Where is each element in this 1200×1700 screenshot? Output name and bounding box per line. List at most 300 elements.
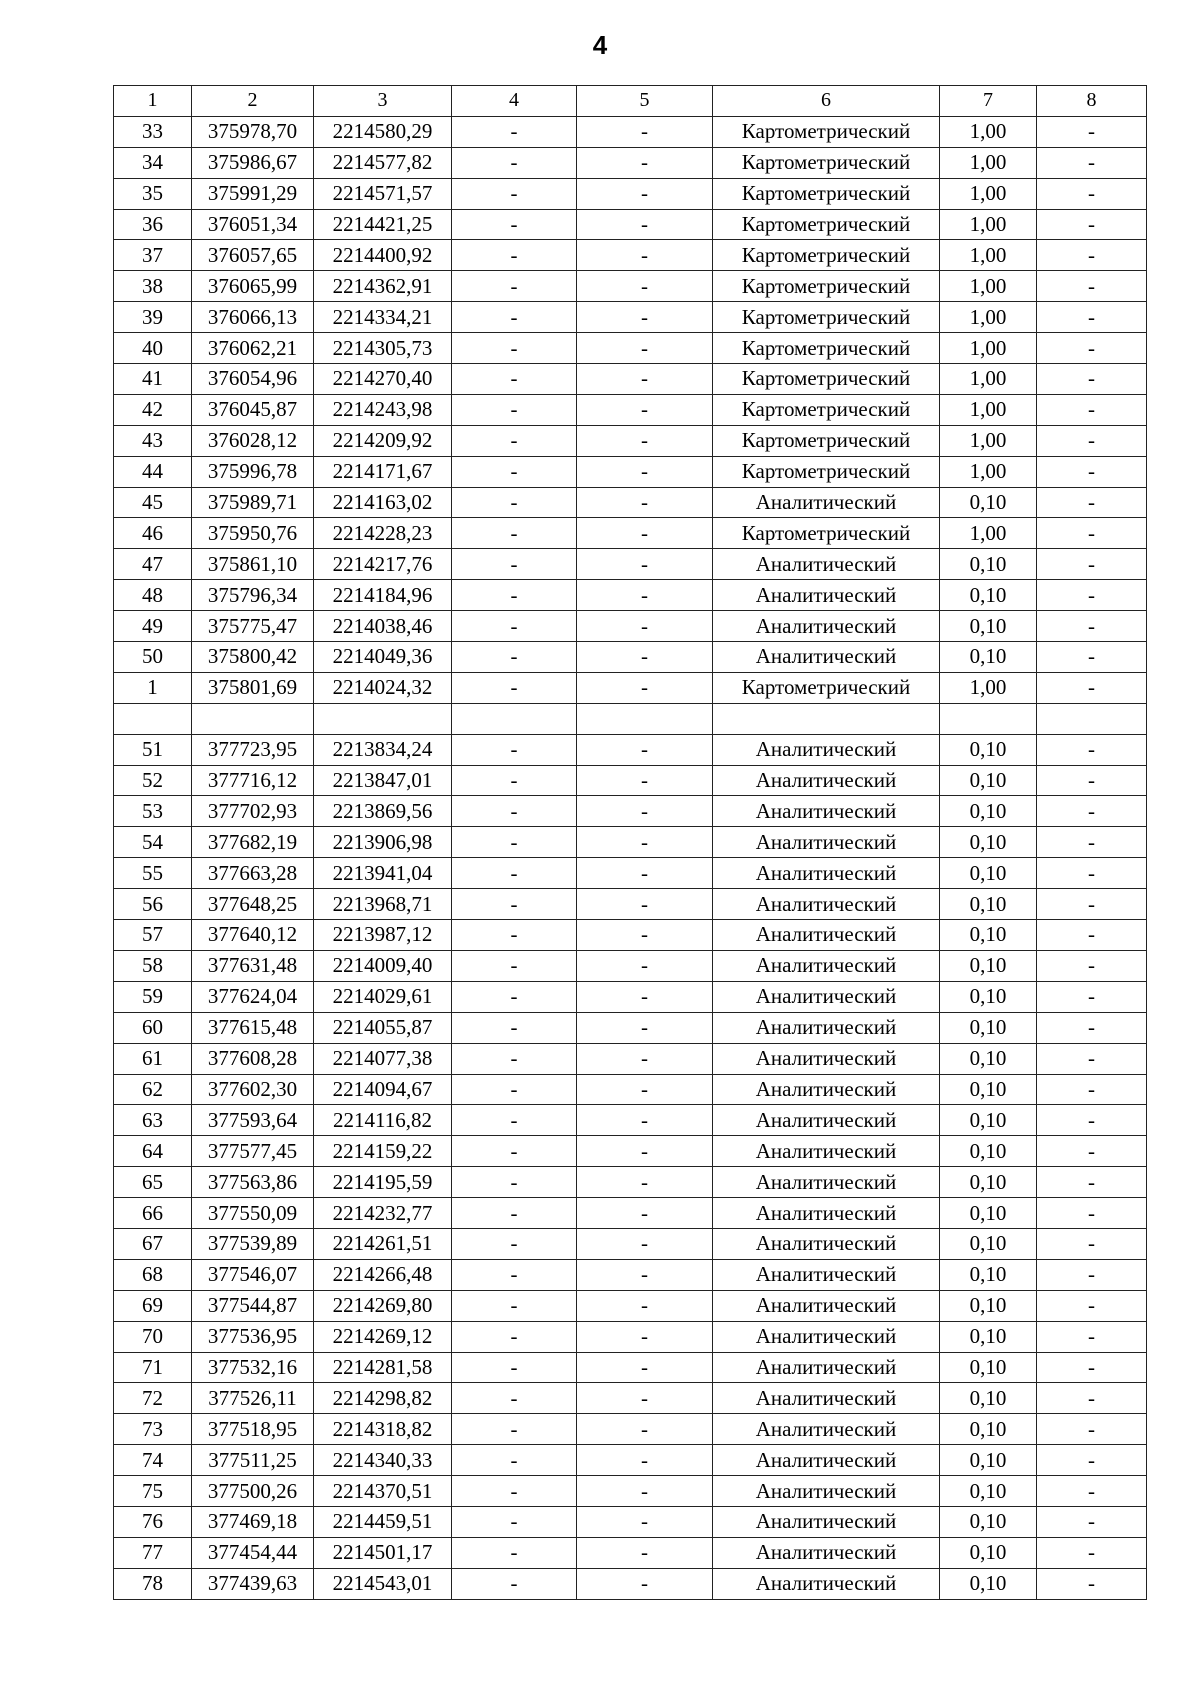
y-coordinate-cell: 2214340,33 (314, 1445, 452, 1476)
point-number-cell: 50 (114, 642, 192, 673)
x-coordinate-cell: 377615,48 (192, 1012, 314, 1043)
col8-cell: - (1037, 549, 1147, 580)
method-cell: Аналитический (713, 1043, 940, 1074)
point-number-cell: 71 (114, 1352, 192, 1383)
accuracy-cell: 0,10 (940, 1105, 1037, 1136)
accuracy-cell: 0,10 (940, 1414, 1037, 1445)
y-coordinate-cell: 2214038,46 (314, 611, 452, 642)
method-cell: Аналитический (713, 1136, 940, 1167)
method-cell: Аналитический (713, 734, 940, 765)
accuracy-cell: 0,10 (940, 1259, 1037, 1290)
col8-cell: - (1037, 1352, 1147, 1383)
col4-cell: - (452, 394, 577, 425)
col5-cell: - (577, 116, 713, 147)
y-coordinate-cell: 2214243,98 (314, 394, 452, 425)
accuracy-cell: 0,10 (940, 1321, 1037, 1352)
method-cell: Картометрический (713, 518, 940, 549)
x-coordinate-cell: 375991,29 (192, 178, 314, 209)
y-coordinate-cell: 2214024,32 (314, 672, 452, 703)
point-number-cell: 44 (114, 456, 192, 487)
table-row (114, 950, 1147, 981)
point-number-cell: 42 (114, 394, 192, 425)
accuracy-cell: 1,00 (940, 271, 1037, 302)
accuracy-cell: 0,10 (940, 1537, 1037, 1568)
point-number-cell: 69 (114, 1290, 192, 1321)
col8-cell: - (1037, 240, 1147, 271)
y-coordinate-cell: 2213834,24 (314, 734, 452, 765)
col5-cell: - (577, 1445, 713, 1476)
y-coordinate-cell: 2213847,01 (314, 765, 452, 796)
method-cell: Аналитический (713, 1290, 940, 1321)
method-cell: Аналитический (713, 549, 940, 580)
point-number-cell: 75 (114, 1476, 192, 1507)
point-number-cell: 40 (114, 333, 192, 364)
y-coordinate-cell: 2214577,82 (314, 147, 452, 178)
accuracy-cell: 0,10 (940, 858, 1037, 889)
accuracy-cell: 0,10 (940, 950, 1037, 981)
col5-cell: - (577, 1352, 713, 1383)
y-coordinate-cell: 2214094,67 (314, 1074, 452, 1105)
y-coordinate-cell: 2214370,51 (314, 1476, 452, 1507)
col5-cell: - (577, 209, 713, 240)
col5-cell: - (577, 364, 713, 395)
col5-cell: - (577, 549, 713, 580)
x-coordinate-cell: 376028,12 (192, 425, 314, 456)
col8-cell: - (1037, 580, 1147, 611)
accuracy-cell (940, 703, 1037, 734)
col5-cell: - (577, 642, 713, 673)
col8-cell: - (1037, 1445, 1147, 1476)
col4-cell (452, 703, 577, 734)
x-coordinate-cell: 375796,34 (192, 580, 314, 611)
col5-cell: - (577, 1476, 713, 1507)
method-cell: Аналитический (713, 889, 940, 920)
accuracy-cell: 0,10 (940, 920, 1037, 951)
table-row (114, 1136, 1147, 1167)
col8-cell: - (1037, 827, 1147, 858)
accuracy-cell: 0,10 (940, 1136, 1037, 1167)
col4-cell: - (452, 1259, 577, 1290)
x-coordinate-cell: 375986,67 (192, 147, 314, 178)
x-coordinate-cell: 376045,87 (192, 394, 314, 425)
table-row (114, 703, 1147, 734)
col4-cell: - (452, 209, 577, 240)
accuracy-cell: 0,10 (940, 889, 1037, 920)
col8-cell: - (1037, 116, 1147, 147)
y-coordinate-cell: 2214281,58 (314, 1352, 452, 1383)
col4-cell: - (452, 147, 577, 178)
method-cell: Картометрический (713, 271, 940, 302)
col4-cell: - (452, 1043, 577, 1074)
col8-cell: - (1037, 1043, 1147, 1074)
method-cell: Картометрический (713, 209, 940, 240)
point-number-cell: 43 (114, 425, 192, 456)
col8-cell: - (1037, 209, 1147, 240)
accuracy-cell: 1,00 (940, 394, 1037, 425)
y-coordinate-cell: 2214318,82 (314, 1414, 452, 1445)
x-coordinate-cell: 376057,65 (192, 240, 314, 271)
col5-cell: - (577, 518, 713, 549)
accuracy-cell: 1,00 (940, 209, 1037, 240)
x-coordinate-cell: 377500,26 (192, 1476, 314, 1507)
col5-cell: - (577, 394, 713, 425)
method-cell: Картометрический (713, 302, 940, 333)
col8-cell: - (1037, 1167, 1147, 1198)
table-row (114, 364, 1147, 395)
col4-cell: - (452, 333, 577, 364)
col8-cell: - (1037, 333, 1147, 364)
col4-cell: - (452, 178, 577, 209)
col5-cell: - (577, 765, 713, 796)
table-row (114, 796, 1147, 827)
col8-cell: - (1037, 425, 1147, 456)
method-cell: Аналитический (713, 1228, 940, 1259)
x-coordinate-cell: 377469,18 (192, 1506, 314, 1537)
col5-cell: - (577, 240, 713, 271)
x-coordinate-cell: 377546,07 (192, 1259, 314, 1290)
table-row (114, 456, 1147, 487)
table-body (114, 116, 1147, 1599)
col4-cell: - (452, 456, 577, 487)
accuracy-cell: 0,10 (940, 1074, 1037, 1105)
method-cell: Аналитический (713, 765, 940, 796)
col8-cell: - (1037, 1105, 1147, 1136)
x-coordinate-cell: 377702,93 (192, 796, 314, 827)
method-cell: Аналитический (713, 487, 940, 518)
column-header-7: 7 (940, 86, 1037, 117)
col5-cell: - (577, 147, 713, 178)
y-coordinate-cell: 2214334,21 (314, 302, 452, 333)
x-coordinate-cell: 377526,11 (192, 1383, 314, 1414)
col8-cell: - (1037, 364, 1147, 395)
method-cell: Аналитический (713, 611, 940, 642)
y-coordinate-cell: 2213987,12 (314, 920, 452, 951)
col5-cell: - (577, 1321, 713, 1352)
x-coordinate-cell: 375800,42 (192, 642, 314, 673)
point-number-cell: 67 (114, 1228, 192, 1259)
col4-cell: - (452, 240, 577, 271)
y-coordinate-cell: 2214209,92 (314, 425, 452, 456)
method-cell: Аналитический (713, 1506, 940, 1537)
col5-cell: - (577, 672, 713, 703)
method-cell: Картометрический (713, 364, 940, 395)
accuracy-cell: 0,10 (940, 1228, 1037, 1259)
accuracy-cell: 0,10 (940, 580, 1037, 611)
y-coordinate-cell: 2214232,77 (314, 1198, 452, 1229)
col8-cell: - (1037, 1476, 1147, 1507)
table-row (114, 487, 1147, 518)
table-row (114, 1383, 1147, 1414)
col8-cell: - (1037, 271, 1147, 302)
x-coordinate-cell: 377511,25 (192, 1445, 314, 1476)
col8-cell: - (1037, 1136, 1147, 1167)
col5-cell: - (577, 950, 713, 981)
table-row (114, 394, 1147, 425)
coordinates-table (113, 85, 1147, 1600)
x-coordinate-cell: 376062,21 (192, 333, 314, 364)
col4-cell: - (452, 116, 577, 147)
x-coordinate-cell: 377593,64 (192, 1105, 314, 1136)
col4-cell: - (452, 1568, 577, 1599)
col5-cell: - (577, 1198, 713, 1229)
col8-cell: - (1037, 1259, 1147, 1290)
col4-cell: - (452, 734, 577, 765)
col8-cell: - (1037, 1383, 1147, 1414)
table-row (114, 858, 1147, 889)
table-row (114, 981, 1147, 1012)
x-coordinate-cell: 376065,99 (192, 271, 314, 302)
table-row (114, 1476, 1147, 1507)
point-number-cell: 70 (114, 1321, 192, 1352)
method-cell: Аналитический (713, 1167, 940, 1198)
col5-cell: - (577, 1228, 713, 1259)
col8-cell: - (1037, 147, 1147, 178)
table-row (114, 1074, 1147, 1105)
col4-cell: - (452, 889, 577, 920)
table-row (114, 765, 1147, 796)
col8-cell: - (1037, 1198, 1147, 1229)
accuracy-cell: 0,10 (940, 765, 1037, 796)
x-coordinate-cell: 377602,30 (192, 1074, 314, 1105)
x-coordinate-cell: 377539,89 (192, 1228, 314, 1259)
col4-cell: - (452, 1167, 577, 1198)
method-cell: Картометрический (713, 333, 940, 364)
accuracy-cell: 0,10 (940, 611, 1037, 642)
x-coordinate-cell: 376054,96 (192, 364, 314, 395)
col8-cell: - (1037, 1568, 1147, 1599)
accuracy-cell: 1,00 (940, 672, 1037, 703)
method-cell: Аналитический (713, 1321, 940, 1352)
y-coordinate-cell: 2214055,87 (314, 1012, 452, 1043)
accuracy-cell: 0,10 (940, 1012, 1037, 1043)
col5-cell: - (577, 611, 713, 642)
col4-cell: - (452, 302, 577, 333)
col8-cell: - (1037, 178, 1147, 209)
col8-cell: - (1037, 765, 1147, 796)
table-row (114, 549, 1147, 580)
col8-cell: - (1037, 1414, 1147, 1445)
table-row (114, 642, 1147, 673)
col5-cell: - (577, 1537, 713, 1568)
x-coordinate-cell: 377454,44 (192, 1537, 314, 1568)
col8-cell: - (1037, 950, 1147, 981)
table-row (114, 147, 1147, 178)
col5-cell: - (577, 178, 713, 209)
col5-cell: - (577, 271, 713, 302)
header-row (114, 86, 1147, 117)
table-row (114, 1228, 1147, 1259)
method-cell: Аналитический (713, 1259, 940, 1290)
y-coordinate-cell: 2213968,71 (314, 889, 452, 920)
col5-cell: - (577, 858, 713, 889)
table-row (114, 1198, 1147, 1229)
method-cell: Картометрический (713, 394, 940, 425)
point-number-cell: 53 (114, 796, 192, 827)
y-coordinate-cell: 2214270,40 (314, 364, 452, 395)
method-cell: Картометрический (713, 425, 940, 456)
accuracy-cell: 0,10 (940, 549, 1037, 580)
col8-cell: - (1037, 1537, 1147, 1568)
table-row (114, 672, 1147, 703)
y-coordinate-cell: 2214571,57 (314, 178, 452, 209)
method-cell: Аналитический (713, 1383, 940, 1414)
col5-cell: - (577, 580, 713, 611)
x-coordinate-cell: 375775,47 (192, 611, 314, 642)
col8-cell: - (1037, 1012, 1147, 1043)
accuracy-cell: 0,10 (940, 1352, 1037, 1383)
accuracy-cell: 1,00 (940, 333, 1037, 364)
method-cell: Картометрический (713, 240, 940, 271)
method-cell: Аналитический (713, 1414, 940, 1445)
point-number-cell: 47 (114, 549, 192, 580)
col4-cell: - (452, 1198, 577, 1229)
accuracy-cell: 0,10 (940, 796, 1037, 827)
x-coordinate-cell: 377640,12 (192, 920, 314, 951)
col4-cell: - (452, 1228, 577, 1259)
method-cell: Аналитический (713, 827, 940, 858)
col5-cell: - (577, 1105, 713, 1136)
point-number-cell: 61 (114, 1043, 192, 1074)
x-coordinate-cell: 377716,12 (192, 765, 314, 796)
y-coordinate-cell: 2213941,04 (314, 858, 452, 889)
col8-cell: - (1037, 518, 1147, 549)
x-coordinate-cell: 377532,16 (192, 1352, 314, 1383)
col4-cell: - (452, 1074, 577, 1105)
x-coordinate-cell: 376051,34 (192, 209, 314, 240)
point-number-cell: 39 (114, 302, 192, 333)
method-cell: Аналитический (713, 1352, 940, 1383)
y-coordinate-cell: 2214029,61 (314, 981, 452, 1012)
method-cell (713, 703, 940, 734)
y-coordinate-cell: 2214184,96 (314, 580, 452, 611)
table-row (114, 1568, 1147, 1599)
y-coordinate-cell: 2214543,01 (314, 1568, 452, 1599)
column-header-8: 8 (1037, 86, 1147, 117)
table-row (114, 1259, 1147, 1290)
x-coordinate-cell (192, 703, 314, 734)
method-cell: Картометрический (713, 116, 940, 147)
table-row (114, 889, 1147, 920)
table-row (114, 209, 1147, 240)
col8-cell: - (1037, 796, 1147, 827)
column-header-5: 5 (577, 86, 713, 117)
accuracy-cell: 1,00 (940, 147, 1037, 178)
x-coordinate-cell: 377577,45 (192, 1136, 314, 1167)
accuracy-cell: 0,10 (940, 1043, 1037, 1074)
method-cell: Аналитический (713, 1537, 940, 1568)
point-number-cell: 60 (114, 1012, 192, 1043)
col8-cell: - (1037, 981, 1147, 1012)
col4-cell: - (452, 1290, 577, 1321)
col5-cell: - (577, 302, 713, 333)
col8-cell: - (1037, 394, 1147, 425)
method-cell: Аналитический (713, 1476, 940, 1507)
x-coordinate-cell: 377608,28 (192, 1043, 314, 1074)
col5-cell: - (577, 333, 713, 364)
point-number-cell: 66 (114, 1198, 192, 1229)
table-row (114, 827, 1147, 858)
accuracy-cell: 0,10 (940, 734, 1037, 765)
table-row (114, 333, 1147, 364)
col5-cell (577, 703, 713, 734)
point-number-cell: 33 (114, 116, 192, 147)
point-number-cell: 63 (114, 1105, 192, 1136)
point-number-cell: 72 (114, 1383, 192, 1414)
col4-cell: - (452, 1506, 577, 1537)
table-row (114, 518, 1147, 549)
y-coordinate-cell (314, 703, 452, 734)
col4-cell: - (452, 1136, 577, 1167)
table-row (114, 1321, 1147, 1352)
y-coordinate-cell: 2214009,40 (314, 950, 452, 981)
accuracy-cell: 0,10 (940, 981, 1037, 1012)
point-number-cell: 55 (114, 858, 192, 889)
x-coordinate-cell: 377648,25 (192, 889, 314, 920)
col5-cell: - (577, 1383, 713, 1414)
table-row (114, 302, 1147, 333)
point-number-cell: 49 (114, 611, 192, 642)
point-number-cell: 52 (114, 765, 192, 796)
col4-cell: - (452, 827, 577, 858)
point-number-cell: 65 (114, 1167, 192, 1198)
x-coordinate-cell: 377563,86 (192, 1167, 314, 1198)
table-row (114, 734, 1147, 765)
col4-cell: - (452, 364, 577, 395)
y-coordinate-cell: 2214269,12 (314, 1321, 452, 1352)
accuracy-cell: 1,00 (940, 364, 1037, 395)
table-row (114, 580, 1147, 611)
col5-cell: - (577, 734, 713, 765)
col4-cell: - (452, 1352, 577, 1383)
col5-cell: - (577, 889, 713, 920)
y-coordinate-cell: 2214195,59 (314, 1167, 452, 1198)
col4-cell: - (452, 549, 577, 580)
col8-cell: - (1037, 920, 1147, 951)
accuracy-cell: 1,00 (940, 116, 1037, 147)
col4-cell: - (452, 858, 577, 889)
col4-cell: - (452, 796, 577, 827)
col5-cell: - (577, 1506, 713, 1537)
point-number-cell: 73 (114, 1414, 192, 1445)
y-coordinate-cell: 2214421,25 (314, 209, 452, 240)
col8-cell: - (1037, 611, 1147, 642)
col4-cell: - (452, 981, 577, 1012)
col5-cell: - (577, 1136, 713, 1167)
method-cell: Аналитический (713, 1012, 940, 1043)
x-coordinate-cell: 377439,63 (192, 1568, 314, 1599)
point-number-cell: 36 (114, 209, 192, 240)
col4-cell: - (452, 580, 577, 611)
accuracy-cell: 1,00 (940, 518, 1037, 549)
col5-cell: - (577, 1414, 713, 1445)
accuracy-cell: 0,10 (940, 1568, 1037, 1599)
x-coordinate-cell: 377550,09 (192, 1198, 314, 1229)
col4-cell: - (452, 425, 577, 456)
x-coordinate-cell: 377536,95 (192, 1321, 314, 1352)
method-cell: Аналитический (713, 580, 940, 611)
x-coordinate-cell: 375801,69 (192, 672, 314, 703)
point-number-cell: 58 (114, 950, 192, 981)
col5-cell: - (577, 920, 713, 951)
point-number-cell: 59 (114, 981, 192, 1012)
x-coordinate-cell: 377518,95 (192, 1414, 314, 1445)
table-row (114, 1290, 1147, 1321)
column-header-1: 1 (114, 86, 192, 117)
method-cell: Картометрический (713, 147, 940, 178)
table-row (114, 116, 1147, 147)
col5-cell: - (577, 1568, 713, 1599)
col5-cell: - (577, 1043, 713, 1074)
